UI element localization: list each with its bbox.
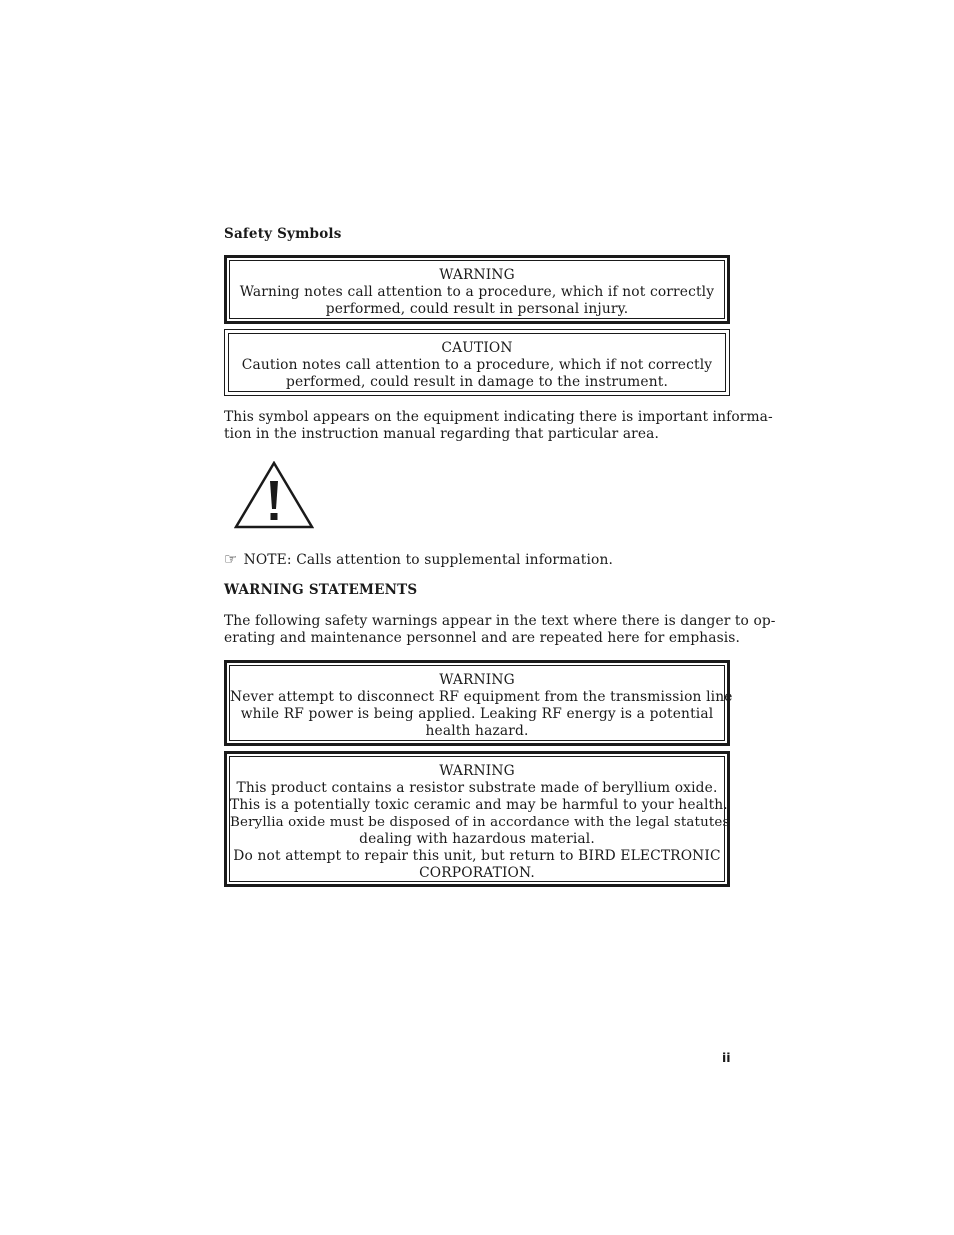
- box-title: WARNING: [439, 672, 515, 688]
- box-text-line: Caution notes call attention to a procedure, which if not correctly: [241, 357, 713, 373]
- caution-triangle-icon: [234, 461, 314, 529]
- caution-definition-box: [224, 329, 730, 396]
- box-text-line: Never attempt to disconnect RF equipment from the transmission line: [230, 689, 733, 705]
- box-text-line: CORPORATION.: [419, 865, 535, 881]
- box-title: WARNING: [439, 763, 515, 779]
- box-text-line: health hazard.: [425, 723, 529, 739]
- box-text-line: This is a potentially toxic ceramic and may be harmful to your health.: [230, 797, 728, 813]
- section-title: Safety Symbols: [224, 226, 342, 242]
- note-text: NOTE: Calls attention to supplemental information.: [243, 552, 614, 568]
- symbol-description: This symbol appears on the equipment indicating there is important informa- tion in the instruction manual regarding that particular area.: [224, 409, 773, 442]
- box-text-line: while RF power is being applied. Leaking RF energy is a potential: [240, 706, 714, 722]
- rf-warning-box: [224, 660, 733, 746]
- box-text-line: performed, could result in damage to the instrument.: [286, 374, 668, 390]
- box-text-line: Warning notes call attention to a procedure, which if not correctly: [239, 284, 715, 300]
- box-title: WARNING: [439, 267, 515, 283]
- beryllium-warning-box: [224, 751, 730, 887]
- box-text-line: Beryllia oxide must be disposed of in accordance with the legal statutes: [230, 815, 730, 830]
- warning-definition-box: [224, 255, 730, 324]
- note-line: [224, 551, 613, 569]
- pointing-hand-icon: ☞: [224, 550, 238, 568]
- box-text-line: This product contains a resistor substrate made of beryllium oxide.: [236, 780, 718, 796]
- box-text-line: Do not attempt to repair this unit, but return to BIRD ELECTRONIC: [233, 848, 721, 864]
- statements-intro: The following safety warnings appear in the text where there is danger to op- erating and maintenance personnel and are repeated here for emphasis.: [224, 613, 776, 646]
- box-text-line: dealing with hazardous material.: [359, 831, 595, 847]
- box-title: CAUTION: [441, 340, 513, 356]
- box-text-line: performed, could result in personal injury.: [325, 301, 629, 317]
- page-number: ii: [722, 1050, 731, 1065]
- warning-statements-title: WARNING STATEMENTS: [224, 582, 418, 598]
